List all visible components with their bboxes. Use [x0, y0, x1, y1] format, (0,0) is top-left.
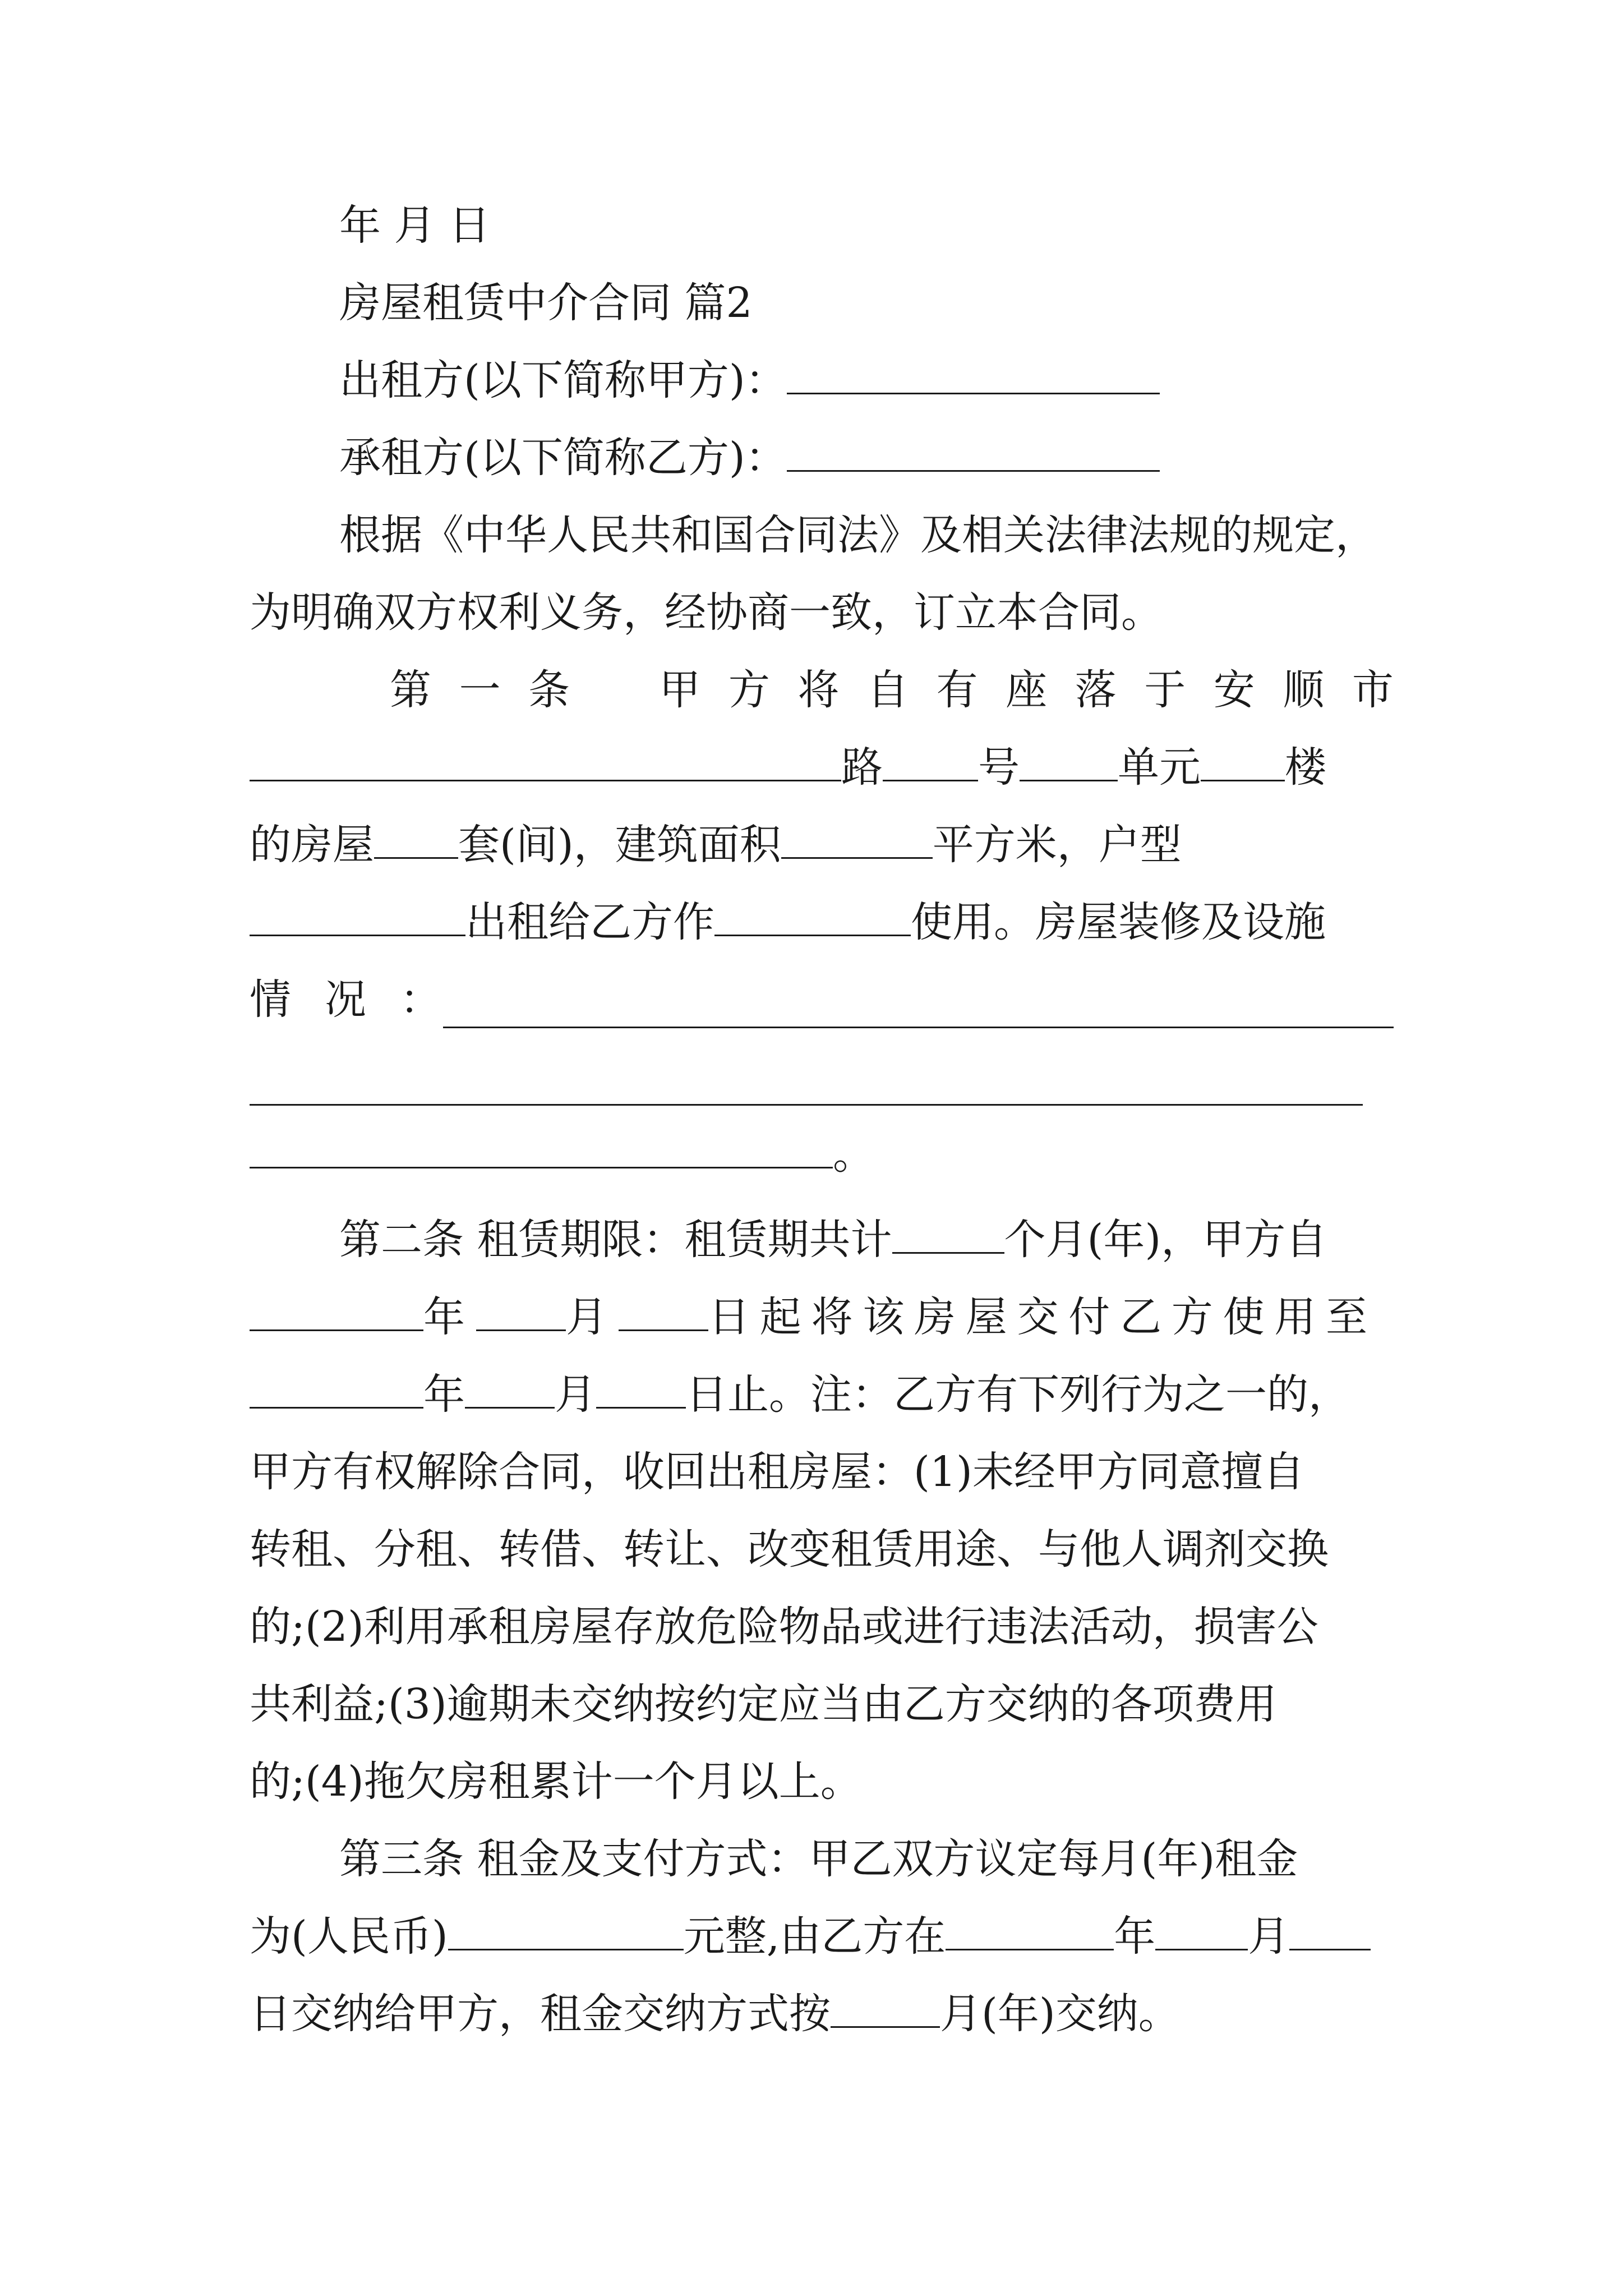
article2-line-4: 甲方有权解除合同，收回出租房屋：(1)未经甲方同意擅自 — [250, 1448, 1304, 1496]
article2-char: 起 — [759, 1293, 801, 1341]
start-month-blank[interactable] — [476, 1289, 566, 1331]
date-line: 年 月 日 — [339, 201, 491, 250]
lessor-line — [339, 352, 1160, 408]
article1-char: 市 — [1352, 666, 1394, 714]
condition-blank-1[interactable] — [443, 1027, 1394, 1028]
condition-char: ： — [400, 976, 441, 1024]
term-blank[interactable] — [892, 1212, 1004, 1254]
article2-char: 方 — [1171, 1293, 1213, 1341]
payment-interval-blank[interactable] — [831, 1986, 940, 2028]
article1-char: 甲 — [659, 666, 701, 714]
floor-label: 楼 — [1285, 743, 1326, 792]
currency-label: 为(人民币) — [250, 1912, 448, 1961]
year-label: 年 — [423, 1293, 465, 1341]
article3-line-3 — [250, 1986, 1180, 2042]
article3-line-1: 第三条 租金及支付方式：甲乙双方议定每月(年)租金 — [339, 1835, 1298, 1883]
payment-date-label: 元整,由乙方在 — [683, 1912, 946, 1961]
article2-line-3 — [250, 1366, 1350, 1423]
basis-line-1: 根据《中华人民共和国合同法》及相关法律法规的规定， — [339, 511, 1377, 559]
article2-char: 付 — [1068, 1293, 1110, 1341]
article2-char: 至 — [1326, 1293, 1367, 1341]
period-mark: 。 — [833, 1130, 874, 1179]
house-label: 的房屋 — [250, 821, 374, 869]
unit-blank[interactable] — [1020, 739, 1118, 781]
street-blank[interactable] — [250, 739, 841, 781]
article2-char: 使 — [1223, 1293, 1265, 1341]
condition-blank-3[interactable] — [250, 1126, 833, 1168]
month-label: 月 — [1248, 1912, 1290, 1961]
use-blank[interactable] — [714, 894, 911, 936]
lessee-line — [339, 430, 1160, 486]
article2-line-1 — [339, 1212, 1327, 1268]
article2-line-7: 共利益;(3)逾期未交纳按约定应当由乙方交纳的各项费用 — [250, 1680, 1277, 1728]
article1-closing-line — [250, 1126, 874, 1182]
condition-char: 况 — [325, 976, 366, 1024]
article2-char: 日 — [708, 1293, 750, 1341]
article1-char: 顺 — [1283, 666, 1325, 714]
article2-line-5: 转租、分租、转借、转让、改变租赁用途、与他人调剂交换 — [250, 1525, 1329, 1573]
article2-char: 屋 — [965, 1293, 1007, 1341]
basis-line-2: 为明确双方权利义务，经协商一致，订立本合同。 — [250, 588, 1163, 637]
road-label: 路 — [841, 743, 883, 792]
lessee-blank[interactable] — [787, 430, 1160, 472]
article1-char: 落 — [1075, 666, 1117, 714]
article2-heading: 第二条 租赁期限：租赁期共计 — [339, 1216, 892, 1264]
condition-blank-2[interactable] — [250, 1104, 1363, 1106]
sqm-label: 平方米，户型 — [932, 821, 1182, 869]
payment-month-blank[interactable] — [1155, 1908, 1248, 1950]
lessee-label: 承租方(以下简称乙方)： — [339, 434, 787, 482]
article1-char: 一 — [459, 666, 501, 714]
article2-line-8: 的;(4)拖欠房租累计一个月以上。 — [250, 1757, 862, 1806]
end-day-label: 日止。注：乙方有下列行为之一的， — [686, 1370, 1350, 1419]
suite-label: 套(间)，建筑面积 — [458, 821, 781, 869]
article1-char: 于 — [1144, 666, 1186, 714]
suite-count-blank[interactable] — [374, 817, 458, 859]
unit-label: 单元 — [1118, 743, 1201, 792]
article1-char: 条 — [528, 666, 570, 714]
article1-char: 第 — [390, 666, 431, 714]
article2-line-6: 的;(2)利用承租房屋存放危险物品或进行违法活动，损害公 — [250, 1603, 1318, 1651]
month-label: 月 — [555, 1370, 596, 1419]
floor-blank[interactable] — [1201, 739, 1285, 781]
condition-char: 情 — [250, 976, 291, 1024]
document-title: 房屋租赁中介合同 篇2 — [339, 279, 753, 327]
article1-heading — [390, 662, 1394, 718]
payment-day-blank[interactable] — [1289, 1908, 1371, 1950]
year-label: 年 — [1114, 1912, 1156, 1961]
article2-char: 将 — [811, 1293, 853, 1341]
article2-char: 乙 — [1120, 1293, 1161, 1341]
term-unit-label: 个月(年)，甲方自 — [1004, 1216, 1327, 1264]
end-day-blank[interactable] — [596, 1366, 686, 1409]
article1-address-line — [250, 739, 1326, 795]
payment-interval-label: 月(年)交纳。 — [940, 1990, 1180, 2038]
lessor-label: 出租方(以下简称甲方)： — [339, 356, 787, 404]
article3-line-2 — [250, 1908, 1371, 1964]
article2-char: 交 — [1017, 1293, 1059, 1341]
article1-condition-line — [250, 972, 441, 1028]
payment-year-blank[interactable] — [946, 1908, 1114, 1950]
rent-amount-blank[interactable] — [448, 1908, 684, 1950]
article2-char: 用 — [1274, 1293, 1316, 1341]
house-number-blank[interactable] — [883, 739, 978, 781]
article1-char: 安 — [1213, 666, 1255, 714]
start-year-blank[interactable] — [250, 1289, 423, 1331]
article1-char: 方 — [728, 666, 770, 714]
article1-char: 座 — [1006, 666, 1048, 714]
end-month-blank[interactable] — [465, 1366, 555, 1409]
lessor-blank[interactable] — [787, 352, 1160, 394]
area-blank[interactable] — [781, 817, 933, 859]
article2-char: 该 — [863, 1293, 905, 1341]
article2-line-2 — [250, 1289, 1394, 1345]
month-label: 月 — [566, 1293, 607, 1341]
layout-blank[interactable] — [250, 894, 465, 936]
article1-char: 自 — [866, 666, 909, 714]
use-label: 使用。房屋装修及设施 — [911, 898, 1326, 946]
article1-char: 有 — [936, 666, 978, 714]
lease-to-label: 出租给乙方作 — [465, 898, 714, 946]
article2-char: 房 — [914, 1293, 956, 1341]
end-year-blank[interactable] — [250, 1366, 423, 1409]
article1-area-line — [250, 817, 1182, 873]
article1-use-line — [250, 894, 1326, 950]
start-day-blank[interactable] — [619, 1289, 708, 1331]
payment-method-label: 日交纳给甲方，租金交纳方式按 — [250, 1990, 831, 2038]
number-label: 号 — [978, 743, 1020, 792]
year-label: 年 — [423, 1370, 465, 1419]
article1-char: 将 — [797, 666, 840, 714]
